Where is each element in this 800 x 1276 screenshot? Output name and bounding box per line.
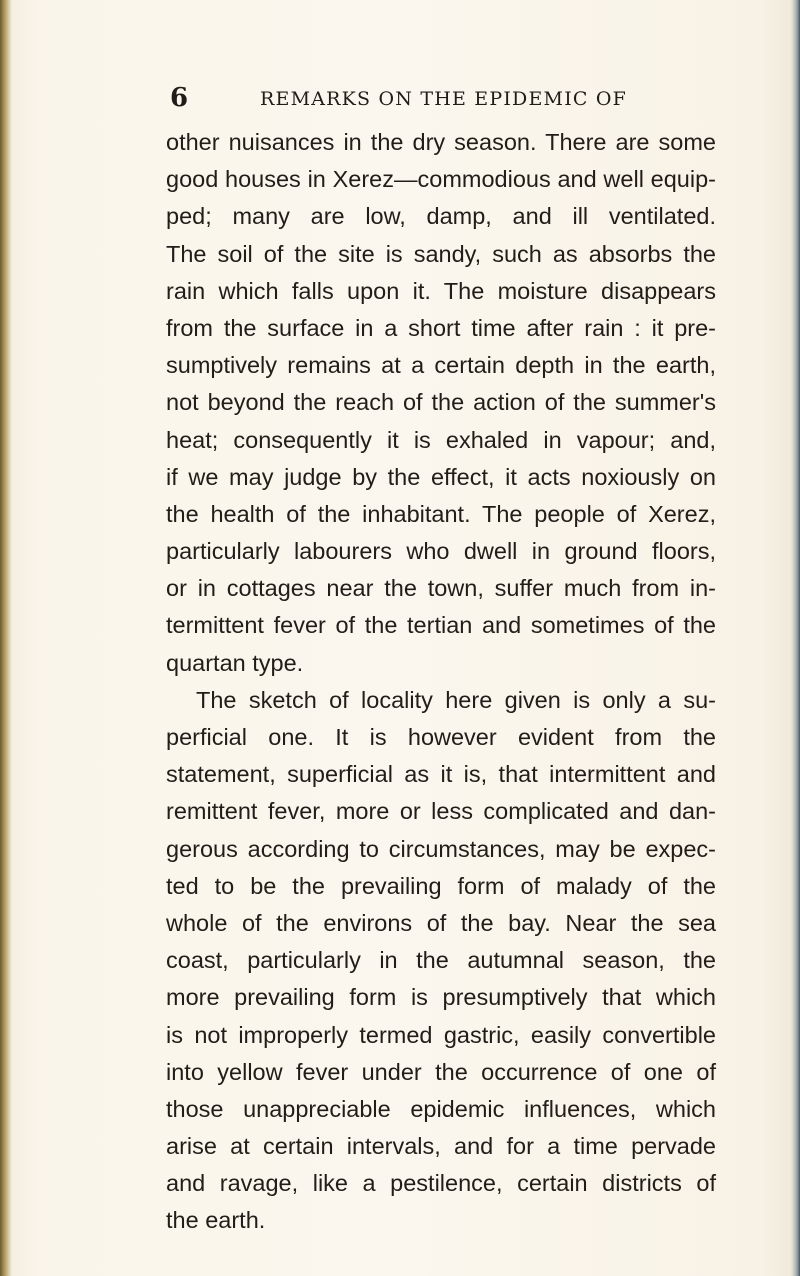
- text-line: if we may judge by the effect, it acts noxiously on: [166, 463, 716, 490]
- text-line: ped; many are low, damp, and ill ventilated.: [166, 203, 716, 230]
- text-line: quartan type.: [166, 649, 304, 676]
- text-line: into yellow fever under the occurrence of one of: [166, 1058, 716, 1085]
- running-head: REMARKS ON THE EPIDEMIC OF: [260, 88, 628, 110]
- body-text: [166, 124, 716, 1240]
- text-line: The sketch of locality here given is only a su-: [196, 686, 716, 713]
- text-line: those unappreciable epidemic influences, which: [166, 1095, 716, 1122]
- text-line: ted to be the prevailing form of malady of the: [166, 872, 716, 899]
- text-line: arise at certain intervals, and for a time pervade: [166, 1133, 716, 1160]
- text-line: particularly labourers who dwell in ground floors,: [166, 538, 716, 565]
- page-header: [170, 80, 640, 116]
- text-line: good houses in Xerez—commodious and well equip-: [166, 166, 716, 193]
- text-line: more prevailing form is presumptively that which: [166, 984, 716, 1011]
- text-line: heat; consequently it is exhaled in vapour; and,: [166, 426, 716, 453]
- text-line: gerous according to circumstances, may be expec-: [166, 835, 716, 862]
- text-line: not beyond the reach of the action of the summer's: [166, 389, 716, 416]
- text-line: the health of the inhabitant. The people of Xerez,: [166, 500, 716, 527]
- text-line: the earth.: [166, 1207, 266, 1234]
- text-line: rain which falls upon it. The moisture disappears: [166, 277, 716, 304]
- text-line: termittent fever of the tertian and sometimes of the: [166, 612, 716, 639]
- text-line: sumptively remains at a certain depth in the earth,: [166, 352, 716, 379]
- text-line: whole of the environs of the bay. Near the sea: [166, 909, 716, 936]
- text-line: or in cottages near the town, suffer much from in-: [166, 575, 716, 602]
- page-binding-edge-right: [790, 0, 800, 1276]
- text-line: statement, superficial as it is, that intermittent and: [166, 761, 716, 788]
- text-line: coast, particularly in the autumnal season, the: [166, 947, 716, 974]
- text-line: remittent fever, more or less complicated and dan-: [166, 798, 716, 825]
- page-number: 6: [170, 83, 189, 113]
- text-line: other nuisances in the dry season. There are some: [166, 129, 716, 155]
- text-line: and ravage, like a pestilence, certain districts of: [166, 1170, 716, 1197]
- text-line: The soil of the site is sandy, such as absorbs the: [166, 240, 716, 267]
- text-line: is not improperly termed gastric, easily convertible: [166, 1021, 716, 1048]
- text-line: from the surface in a short time after rain : it pre-: [166, 314, 716, 341]
- text-line: perficial one. It is however evident from the: [166, 724, 716, 750]
- page-binding-edge-left: [0, 0, 12, 1276]
